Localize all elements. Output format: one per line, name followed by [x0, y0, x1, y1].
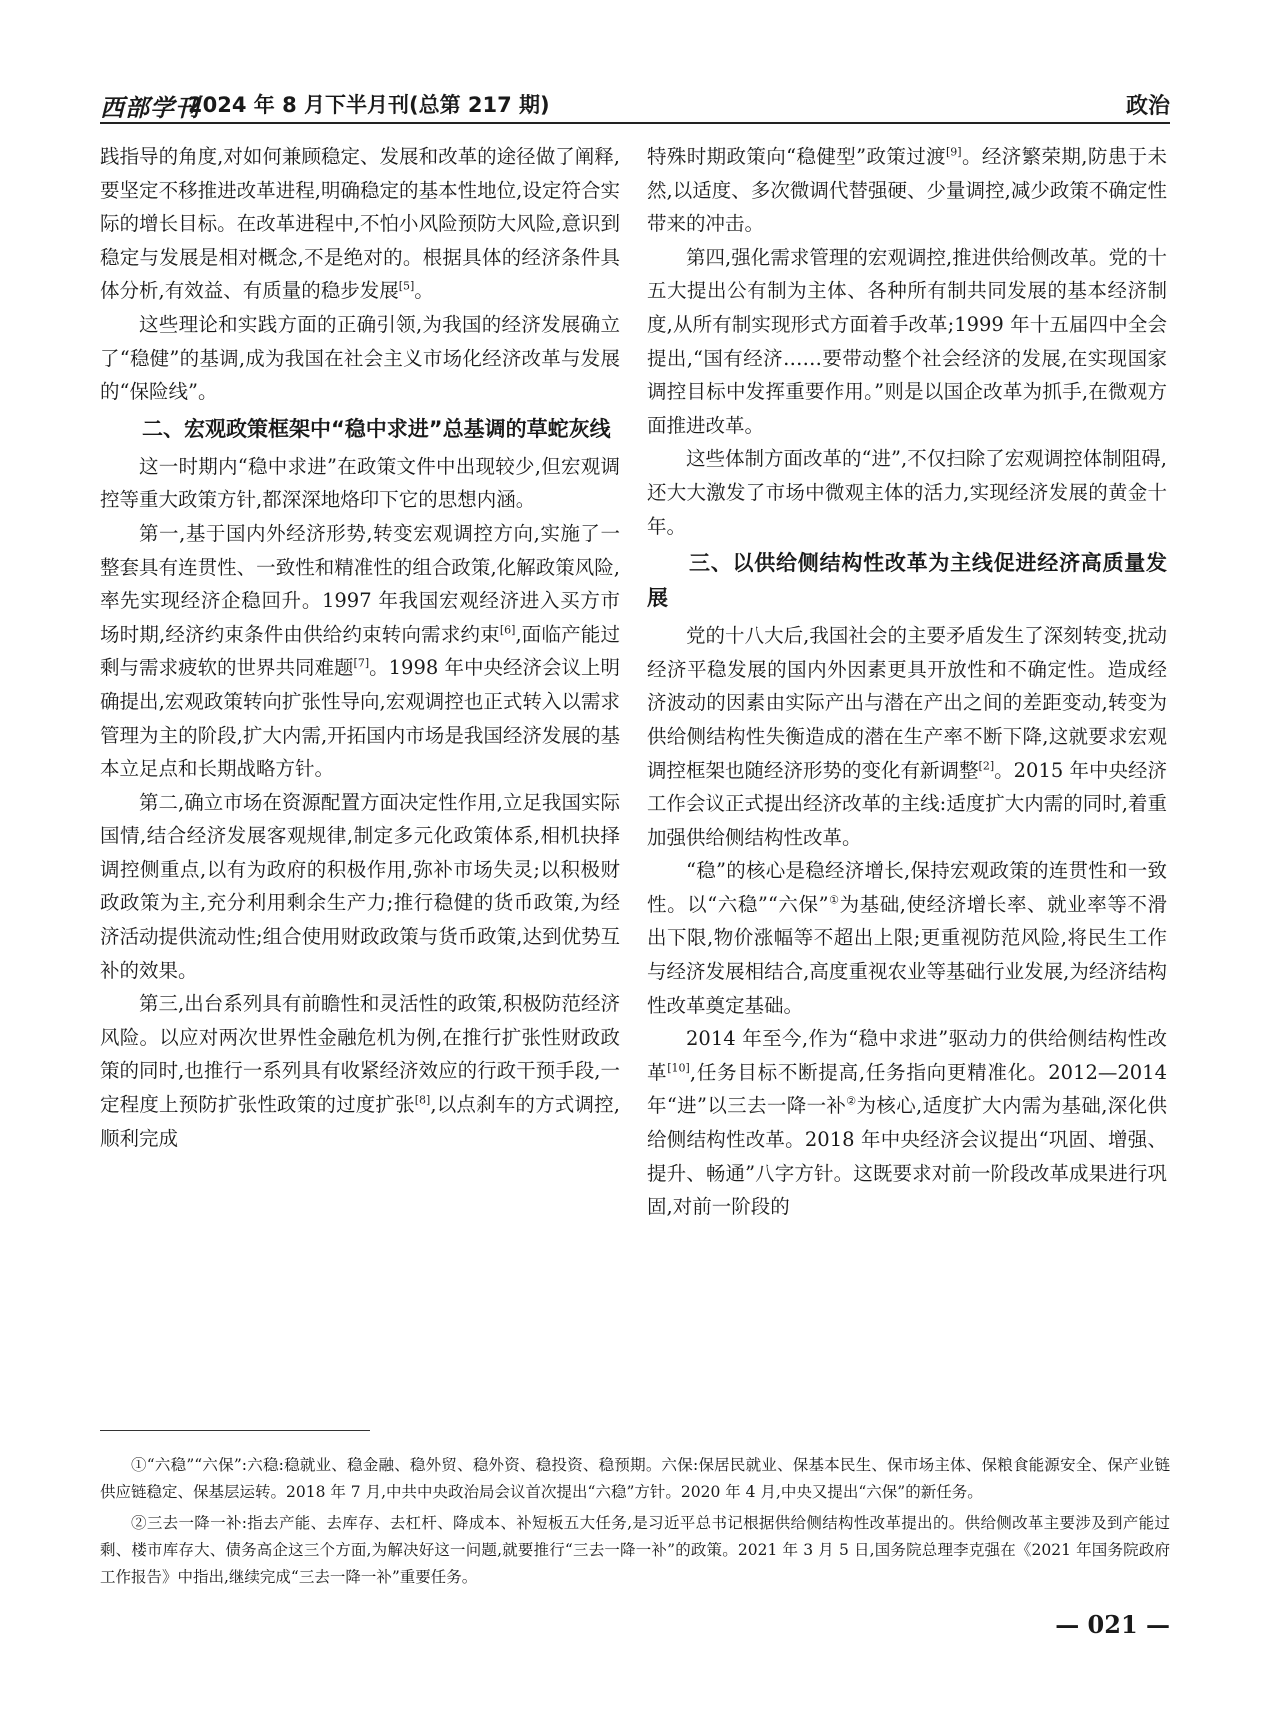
section-heading: 二、宏观政策框架中“稳中求进”总基调的草蛇灰线: [142, 416, 611, 441]
paragraph: 第四,强化需求管理的宏观调控,推进供给侧改革。党的十五大提出公有制为主体、各种所有制共同发展的基本经济制度,从所有制实现形式方面着手改革;1999 年十五届四中全会提出,“国有经济……要带动整个社会经济的发展,在实现国家调控目标中发挥重要作用。”则是以国企改革为抓手,在微观方面推进改革。: [647, 245, 1167, 437]
page-number: — 021 —: [1055, 1610, 1170, 1639]
footnote-marker[interactable]: ①: [828, 893, 840, 907]
citation[interactable]: [8]: [414, 1093, 431, 1107]
paragraph: 第三,出台系列具有前瞻性和灵活性的政策,积极防范经济风险。以应对两次世界性金融危机为例,在推行扩张性财政政策的同时,也推行一系列具有收紧经济效应的行政干预手段,一定程度上预防扩张性政策的过度扩张[8],以点刹车的方式调控,顺利完成: [100, 992, 620, 1150]
section-heading: 三、以供给侧结构性改革为主线促进经济高质量发展: [647, 551, 1167, 611]
left-column: [100, 140, 620, 1155]
paragraph: 这些体制方面改革的“进”,不仅扫除了宏观调控体制阻碍,还大大激发了市场中微观主体的活力,实现经济发展的黄金十年。: [647, 447, 1167, 538]
citation[interactable]: [10]: [667, 1061, 690, 1075]
paragraph: 践指导的角度,对如何兼顾稳定、发展和改革的途径做了阐释,要坚定不移推进改革进程,明确稳定的基本性地位,设定符合实际的增长目标。在改革进程中,不怕小风险预防大风险,意识到稳定与发展是相对概念,不是绝对的。根据具体的经济条件具体分析,有效益、有质量的稳步发展[5]。: [100, 145, 620, 303]
section-label: 政治: [1125, 94, 1170, 119]
paragraph: 这一时期内“稳中求进”在政策文件中出现较少,但宏观调控等重大政策方针,都深深地烙印下它的思想内涵。: [100, 454, 620, 512]
citation[interactable]: [9]: [946, 145, 962, 159]
footnote: ①“六稳”“六保”:六稳:稳就业、稳金融、稳外贸、稳外资、稳投资、稳预期。六保:保居民就业、保基本民生、保市场主体、保粮食能源安全、保产业链供应链稳定、保基层运转。2018 年 7 月,中共中央政治局会议首次提出“六稳”方针。2020 年 4 月,中央又提出“六保”的新任务。: [100, 1456, 1170, 1501]
running-header: [100, 86, 1170, 124]
journal-logo: 西部学刊: [100, 93, 200, 122]
paragraph: “稳”的核心是稳经济增长,保持宏观政策的连贯性和一致性。以“六稳”“六保”①为基础,使经济增长率、就业率等不滑出下限,物价涨幅等不超出上限;更重视防范风险,将民生工作与经济发展相结合,高度重视农业等基础行业发展,为经济结构性改革奠定基础。: [647, 859, 1167, 1017]
footnotes: [100, 1452, 1170, 1595]
right-column: [647, 140, 1167, 1224]
citation[interactable]: [7]: [353, 656, 370, 670]
footnote-marker[interactable]: ②: [846, 1094, 857, 1108]
footnote-divider: [100, 1430, 370, 1431]
paragraph: 特殊时期政策向“稳健型”政策过渡[9]。经济繁荣期,防患于未然,以适度、多次微调代替强硬、少量调控,减少政策不确定性带来的冲击。: [647, 145, 1167, 236]
issue-info: 2024 年 8 月下半月刊(总第 217 期): [188, 93, 550, 117]
paragraph: 党的十八大后,我国社会的主要矛盾发生了深刻转变,扰动经济平稳发展的国内外因素更具开放性和不确定性。造成经济波动的因素由实际产出与潜在产出之间的差距变动,转变为供给侧结构性失衡造成的潜在生产率不断下降,这就要求宏观调控框架也随经济形势的变化有新调整[2]。2015 年中央经济工作会议正式提出经济改革的主线:适度扩大内需的同时,着重加强供给侧结构性改革。: [647, 624, 1167, 849]
footnote: ②三去一降一补:指去产能、去库存、去杠杆、降成本、补短板五大任务,是习近平总书记根据供给侧结构性改革提出的。供给侧改革主要涉及到产能过剩、楼市库存大、债务高企这三个方面,为解决好这一问题,就要推行“三去一降一补”的政策。2021 年 3 月 5 日,国务院总理李克强在《2021 年国务院政府工作报告》中指出,继续完成“三去一降一补”重要任务。: [100, 1514, 1170, 1586]
paragraph: 第一,基于国内外经济形势,转变宏观调控方向,实施了一整套具有连贯性、一致性和精准性的组合政策,化解政策风险,率先实现经济企稳回升。1997 年我国宏观经济进入买方市场时期,经济约束条件由供给约束转向需求约束[6],面临产能过剩与需求疲软的世界共同难题[7]。1998 年中央经济会议上明确提出,宏观政策转向扩张性导向,宏观调控也正式转入以需求管理为主的阶段,扩大内需,开拓国内市场是我国经济发展的基本立足点和长期战略方针。: [100, 521, 621, 781]
citation[interactable]: [5]: [398, 279, 415, 293]
paragraph: 这些理论和实践方面的正确引领,为我国的经济发展确立了“稳健”的基调,成为我国在社会主义市场化经济改革与发展的“保险线”。: [100, 312, 620, 404]
paragraph: 2014 年至今,作为“稳中求进”驱动力的供给侧结构性改革[10],任务目标不断提高,任务指向更精准化。2012—2014 年“进”以三去一降一补②为核心,适度扩大内需为基础,深化供给侧结构性改革。2018 年中央经济会议提出“巩固、增强、提升、畅通”八字方针。这既要求对前一阶段改革成果进行巩固,对前一阶段的: [647, 1027, 1167, 1219]
paragraph: 第二,确立市场在资源配置方面决定性作用,立足我国实际国情,结合经济发展客观规律,制定多元化政策体系,相机抉择调控侧重点,以有为政府的积极作用,弥补市场失灵;以积极财政政策为主,充分利用剩余生产力;推行稳健的货币政策,为经济活动提供流动性;组合使用财政政策与货币政策,达到优势互补的效果。: [100, 790, 620, 982]
citation[interactable]: [2]: [978, 759, 995, 772]
citation[interactable]: [6]: [499, 623, 516, 637]
